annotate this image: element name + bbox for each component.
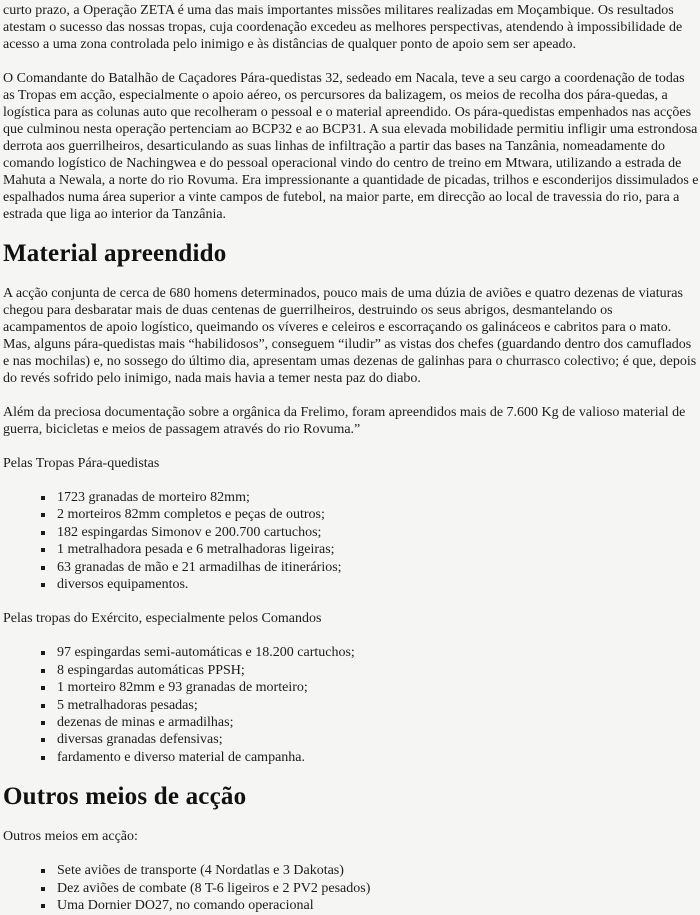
list-item: ▪ 97 espingardas semi-automáticas e 18.200 cartuchos; (55, 644, 699, 661)
list-item: ▪ 182 espingardas Simonov e 200.700 cartuchos; (55, 524, 699, 541)
paragraph-accao-conjunta: A acção conjunta de cerca de 680 homens determinados, pouco mais de uma dúzia de aviões e quatro dezenas de viaturas chegou para desbaratar mais de duas centenas de guerrilheiros, destruindo os seus abrigos, desmantelando os acampamentos de apoio logístico, queimando os víveres e celeiros e escorraçando os galináceos e cabritos para o mato. Mas, alguns pára-quedistas mais “habilidosos”, conseguem “iludir” as vistas dos chefes (guardando dentro dos camuflados e nas mochilas) e, no sossego do último dia, apresentam umas dezenas de galinhas para o churrasco colectivo; é que, depois do revés sofrido pelo inimigo, nada mais havia a temer nesta paz do diabo. (3, 286, 697, 386)
section-heading-material-apreendido: Material apreendido (3, 240, 227, 267)
list-outros-meios (3, 862, 699, 914)
list-item: ▪ 5 metralhadoras pesadas; (55, 697, 699, 714)
list-item: ▪ Dez aviões de combate (8 T-6 ligeiros e 2 PV2 pesados) (55, 880, 699, 897)
list-item: ▪ Uma Dornier DO27, no comando operacional (55, 897, 699, 914)
list-item: ▪ diversos equipamentos. (55, 576, 699, 593)
list-item: ▪ 1 metralhadora pesada e 6 metralhadoras ligeiras; (55, 541, 699, 558)
list-item: ▪ fardamento e diverso material de campanha. (55, 749, 699, 766)
paragraph-intro: curto prazo, a Operação ZETA é uma das mais importantes missões militares realizadas em Moçambique. Os resultados atestam o sucesso das nossas tropas, cuja coordenação excedeu as melhores perspectivas, atendendo à impossibilidade de acesso a uma zona controlada pelo inimigo e às distâncias de qualquer ponto de apoio sem ser apeado. (3, 3, 683, 52)
list-item: ▪ 8 espingardas automáticas PPSH; (55, 662, 699, 679)
paragraph-outros-meios: Outros meios em acção: (3, 829, 138, 845)
list-tropas-paraquedistas (3, 489, 699, 593)
paragraph-comandante: O Comandante do Batalhão de Caçadores Pára-quedistas 32, sedeado em Nacala, teve a seu cargo a coordenação de todas as Tropas em acção, especialmente o apoio aéreo, os percursores da balizagem, os meios de recolha dos pára-quedas, a logística para as colunas auto que recolheram o pessoal e o material apreendido. Os pára-quedistas empenhados nas acções que culminou nesta operação pertenciam ao BCP32 e ao BCP31. A sua elevada mobilidade permitiu infligir uma estrondosa derrota aos guerrilheiros, desarticulando as suas linhas de infiltração a partir das bases na Tanzânia, nomeadamente do comando logístico de Nachingwea e do pessoal operacional vindo do centro de treino em Mtwara, utilizando a estrada de Mahuta a Newala, a norte do rio Rovuma. Era impressionante a quantidade de picadas, trilhos e esconderijos dissimulados e espalhados numa área superior a vinte campos de futebol, na maior parte, em direcção ao local de travessia do rio, para a estrada que liga ao interior da Tanzânia. (3, 71, 699, 222)
paragraph-pelas-tropas-paraquedistas: Pelas Tropas Pára-quedistas (3, 456, 160, 471)
list-item: ▪ 2 morteiros 82mm completos e peças de outros; (55, 506, 699, 523)
list-item: ▪ diversas granadas defensivas; (55, 731, 699, 748)
list-item: ▪ 1723 granadas de morteiro 82mm; (55, 489, 699, 506)
list-item: ▪ dezenas de minas e armadilhas; (55, 714, 699, 731)
list-item: ▪ 1 morteiro 82mm e 93 granadas de morteiro; (55, 679, 699, 696)
paragraph-documentacao: Além da preciosa documentação sobre a orgânica da Frelimo, foram apreendidos mais de 7.600 Kg de valioso material de guerra, bicicletas e meios de passagem através do rio Rovuma.” (3, 405, 686, 437)
section-heading-outros-meios: Outros meios de acção (3, 783, 247, 811)
list-item: ▪ 63 granadas de mão e 21 armadilhas de itinerários; (55, 559, 699, 576)
list-tropas-exercito (3, 644, 699, 766)
list-item: ▪ Sete aviões de transporte (4 Nordatlas e 3 Dakotas) (55, 862, 699, 879)
paragraph-pelas-tropas-exercito: Pelas tropas do Exército, especialmente pelos Comandos (3, 611, 322, 627)
